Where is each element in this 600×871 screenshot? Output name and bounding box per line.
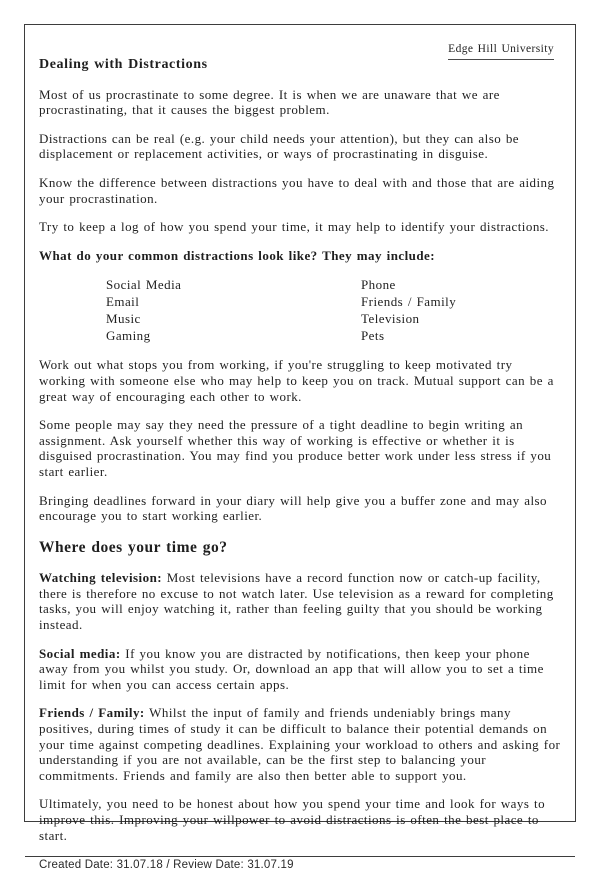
closing-paragraph: Ultimately, you need to be honest about how you spend your time and look for ways to improve this. Improving your willpower to avoid distractions is often the best place to start. <box>39 796 546 843</box>
list-item: Email <box>106 294 140 310</box>
distractions-question-heading: What do your common distractions look like? They may include: <box>39 247 436 263</box>
tip-label: Watching television: <box>39 570 163 586</box>
tip-friends-family <box>39 705 562 783</box>
document-border-frame <box>24 24 576 871</box>
tip-text: Whilst the input of family and friends undeniably brings many positives, during times of study it can be difficult to balance their potential demands on your time against competing deadlines. Explaining your workload to others and asking for understanding if you are not available, can be the first step to balancing your commitments. Friends and family are also then better able to support you. <box>39 705 561 783</box>
university-brand-text: Edge Hill University <box>448 42 554 60</box>
intro-paragraph-3: Know the difference between distractions you have to deal with and those that are aiding your procrastination. <box>39 174 555 206</box>
intro-paragraph-1: Most of us procrastinate to some degree. It is when we are unaware that we are procrastinating, that it causes the biggest problem. <box>39 86 500 118</box>
tip-watching-television <box>39 570 562 632</box>
distractions-list-left-column <box>106 276 361 344</box>
body-paragraph-3: Bringing deadlines forward in your diary will help give you a buffer zone and may also encourage you to start working earlier. <box>39 492 547 524</box>
document-content <box>25 25 575 856</box>
body-paragraph-2: Some people may say they need the pressure of a tight deadline to begin writing an assignment. Ask yourself whether this way of working is effective or whether it is disguised procrastination. You may find you produce better work under less stress if you start earlier. <box>39 417 552 479</box>
list-item: Social Media <box>106 277 182 293</box>
footer-dates-text: Created Date: 31.07.18 / Review Date: 31.07.19 <box>39 859 294 871</box>
tip-label: Social media: <box>39 645 121 661</box>
list-item: Phone <box>361 277 396 293</box>
distractions-list <box>39 276 562 344</box>
section-heading: Where does your time go? <box>39 538 228 556</box>
tip-text: If you know you are distracted by notifications, then keep your phone away from you whilst you study. Or, download an app that will allow you to set a time limit for when you can access certain apps. <box>39 645 544 692</box>
intro-paragraph-2: Distractions can be real (e.g. your child needs your attention), but they can also be displacement or replacement activities, or ways of procrastinating in disguise. <box>39 130 520 162</box>
list-item: Gaming <box>106 328 151 344</box>
body-paragraph-1: Work out what stops you from working, if you're struggling to keep motivated try working with someone else who may help to keep you on track. Mutual support can be a great way of encouraging each other to work. <box>39 357 554 404</box>
tip-social-media <box>39 646 562 693</box>
tip-label: Friends / Family: <box>39 705 145 721</box>
distractions-list-right-column <box>361 276 562 344</box>
intro-paragraph-4: Try to keep a log of how you spend your time, it may help to identify your distractions. <box>39 219 549 235</box>
list-item: Music <box>106 311 141 327</box>
list-item: Pets <box>361 328 385 344</box>
footer-bar <box>25 856 575 871</box>
list-item: Television <box>361 311 420 327</box>
page-title: Dealing with Distractions <box>39 57 208 72</box>
tip-text: Most televisions have a record function now or catch-up facility, there is therefore no excuse to not watch later. Use television as a reward for completing tasks, you will enjoy watching it, rather than feeling guilty that you should be working instead. <box>39 570 554 633</box>
list-item: Friends / Family <box>361 294 457 310</box>
header-row <box>39 40 562 57</box>
